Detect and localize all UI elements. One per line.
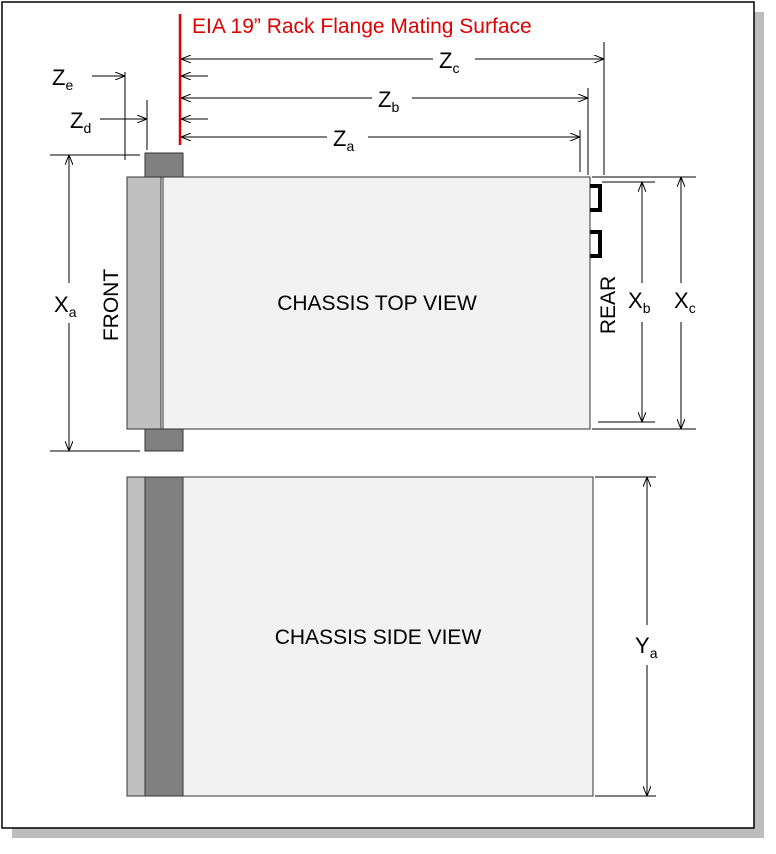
zd-subscript: d — [83, 120, 92, 136]
xb-subscript: b — [642, 300, 651, 316]
zd-symbol: Z — [70, 108, 84, 133]
top-view-label: CHASSIS TOP VIEW — [277, 292, 477, 315]
side-flange — [145, 477, 183, 796]
zb-symbol: Z — [378, 87, 392, 112]
ze-subscript: e — [65, 77, 74, 93]
xc-symbol: X — [674, 288, 689, 313]
za-subscript: a — [346, 138, 355, 154]
ya-symbol: Y — [635, 633, 650, 658]
zc-symbol: Z — [439, 48, 453, 73]
xb-symbol: X — [628, 288, 643, 313]
xc-subscript: c — [688, 300, 696, 316]
ya-subscript: a — [649, 645, 658, 661]
xa-subscript: a — [68, 304, 77, 320]
xa-symbol: X — [54, 292, 69, 317]
ze-symbol: Z — [52, 65, 66, 90]
side-bezel — [127, 477, 145, 796]
top-bezel — [127, 177, 161, 429]
zb-subscript: b — [391, 99, 400, 115]
side-view-label: CHASSIS SIDE VIEW — [274, 626, 482, 649]
za-symbol: Z — [333, 126, 347, 151]
top-flange-ear-bottom — [145, 429, 183, 451]
rear-label: REAR — [597, 275, 620, 335]
flange-title: EIA 19” Rack Flange Mating Surface — [192, 15, 532, 38]
top-flange-ear-top — [145, 153, 183, 177]
front-label: FRONT — [100, 268, 123, 342]
zc-subscript: c — [452, 60, 460, 76]
